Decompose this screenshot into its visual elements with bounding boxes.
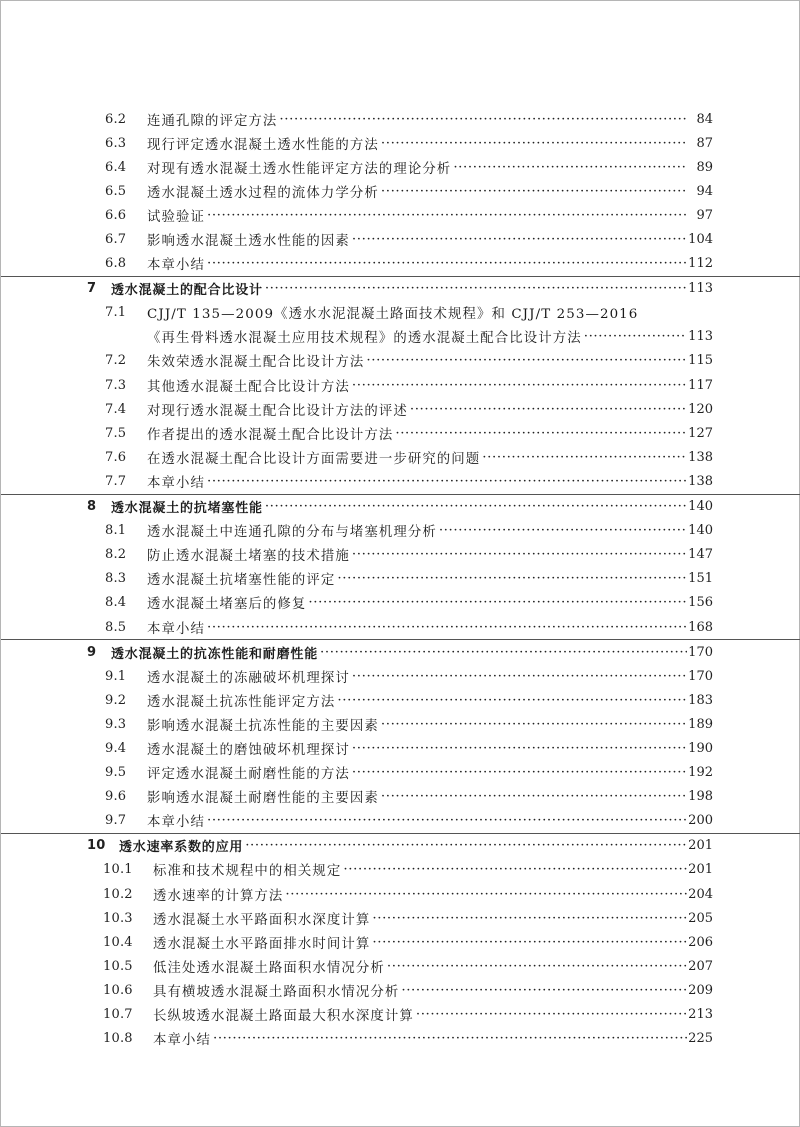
toc-entry-line — [147, 303, 713, 322]
toc-page-number: 120 — [688, 401, 713, 417]
toc-entry-line — [119, 836, 713, 855]
toc-entry-title: 透水混凝土堵塞后的修复 — [147, 597, 307, 613]
toc-dot-leader — [414, 1007, 687, 1022]
toc-entry-number: 8.4 — [105, 595, 127, 611]
toc-entry-line — [111, 497, 713, 516]
toc-page-number: 207 — [688, 958, 713, 974]
toc-entry-number: 7.2 — [105, 353, 127, 369]
toc-entry-line — [153, 909, 713, 928]
toc-entry-line — [153, 933, 713, 952]
toc-page-number: 97 — [696, 207, 713, 223]
toc-entry-number: 6.8 — [105, 256, 127, 272]
toc-entry-title: 影响透水混凝土透水性能的因素 — [147, 234, 350, 250]
toc-entry-title: 低洼处透水混凝土路面积水情况分析 — [153, 960, 385, 976]
toc-entry-title: 透水混凝土抗冻性能评定方法 — [147, 694, 336, 710]
toc-entry-line — [147, 230, 713, 249]
toc-entry-title: 在透水混凝土配合比设计方面需要进一步研究的问题 — [147, 451, 481, 467]
toc-entry-line — [147, 351, 713, 370]
toc-page-number: 225 — [688, 1031, 713, 1047]
toc-entry-line — [147, 667, 713, 686]
toc-entry-line — [153, 1005, 713, 1024]
toc-entry-line — [147, 110, 713, 129]
toc-entry-line — [153, 981, 713, 1000]
toc-page-number: 183 — [688, 692, 713, 708]
toc-entry-row[interactable] — [1, 736, 800, 760]
toc-page-number: 115 — [688, 353, 713, 369]
toc-entry-title: 影响透水混凝土耐磨性能的主要因素 — [147, 791, 379, 807]
toc-entry-number: 9.2 — [105, 692, 127, 708]
toc-entry-line — [147, 763, 713, 782]
toc-entry-number: 9.6 — [105, 789, 127, 805]
toc-page-number: 156 — [688, 595, 713, 611]
toc-entry-row[interactable] — [1, 252, 800, 276]
toc-page-number: 84 — [696, 111, 713, 127]
toc-entry-number: 6.3 — [105, 135, 127, 151]
toc-entry-title: 本章小结 — [147, 475, 205, 491]
toc-entry-line — [147, 545, 713, 564]
toc-entry-number: 9.1 — [105, 668, 127, 684]
toc-entry-title: 防止透水混凝土堵塞的技术措施 — [147, 549, 350, 565]
toc-page-number: 201 — [688, 838, 713, 854]
toc-entry-row[interactable] — [1, 567, 800, 591]
toc-dot-leader — [341, 862, 687, 877]
toc-entry-title: CJJ/T 135—2009《透水水泥混凝土路面技术规程》和 CJJ/T 253—2016 — [147, 307, 639, 323]
toc-entry-number: 9.4 — [105, 740, 127, 756]
toc-entry-line — [111, 643, 713, 662]
toc-entry-title: 透水混凝土水平路面积水深度计算 — [153, 912, 371, 928]
toc-dot-leader — [370, 911, 687, 926]
toc-page-number: 170 — [688, 644, 713, 660]
toc-page-number: 190 — [688, 740, 713, 756]
toc-entry-line — [147, 424, 713, 443]
toc-dot-leader — [393, 426, 687, 441]
toc-dot-leader — [318, 645, 687, 660]
toc-entry-line — [147, 448, 713, 467]
toc-entry-number: 8.3 — [105, 571, 127, 587]
toc-entry-line — [153, 860, 713, 879]
toc-entry-number: 10.3 — [103, 910, 133, 926]
toc-entry-title: 透水混凝土抗堵塞性能的评定 — [147, 573, 336, 589]
toc-entry-row[interactable] — [1, 397, 800, 421]
toc-entry-number: 7.7 — [105, 473, 127, 489]
toc-entry-row[interactable] — [1, 325, 800, 349]
toc-entry-number: 10.8 — [103, 1031, 133, 1047]
toc-dot-leader — [379, 789, 687, 804]
toc-entry-line — [147, 158, 713, 177]
toc-entry-row[interactable] — [1, 107, 800, 131]
toc-page-number: 138 — [688, 473, 713, 489]
toc-entry-title: 长纵坡透水混凝土路面最大积水深度计算 — [153, 1009, 414, 1025]
toc-entry-row[interactable] — [1, 155, 800, 179]
toc-entry-line — [147, 691, 713, 710]
toc-entry-title: 试验验证 — [147, 209, 205, 225]
toc-entry-line — [147, 521, 713, 540]
toc-entry-title: 连通孔隙的评定方法 — [147, 113, 278, 129]
toc-entry-number: 7.6 — [105, 449, 127, 465]
toc-entry-number: 7.5 — [105, 425, 127, 441]
toc-dot-leader — [263, 499, 687, 514]
toc-dot-leader — [350, 547, 687, 562]
toc-entry-line — [147, 472, 713, 491]
toc-entry-line — [147, 569, 713, 588]
toc-entry-line — [153, 957, 713, 976]
toc-entry-row[interactable] — [1, 519, 800, 543]
toc-dot-leader — [283, 887, 687, 902]
toc-entry-number: 6.4 — [105, 159, 127, 175]
toc-entry-row[interactable] — [1, 421, 800, 445]
toc-page-number: 168 — [688, 619, 713, 635]
toc-page-number: 198 — [688, 789, 713, 805]
toc-dot-leader — [451, 160, 687, 175]
toc-page-number: 87 — [696, 135, 713, 151]
table-of-contents — [1, 107, 800, 1051]
toc-entry-title: 评定透水混凝土耐磨性能的方法 — [147, 767, 350, 783]
toc-page-number: 209 — [688, 982, 713, 998]
toc-entry-title: 现行评定透水混凝土透水性能的方法 — [147, 137, 379, 153]
toc-entry-row[interactable] — [1, 954, 800, 978]
toc-dot-leader — [211, 1031, 687, 1046]
toc-entry-number: 6.7 — [105, 232, 127, 248]
toc-entry-row[interactable] — [1, 785, 800, 809]
toc-entry-row[interactable] — [1, 1002, 800, 1026]
toc-page-number: 205 — [688, 910, 713, 926]
toc-entry-row[interactable] — [1, 591, 800, 615]
toc-entry-title: 透水混凝土的磨蚀破坏机理探讨 — [147, 742, 350, 758]
toc-entry-number: 7.3 — [105, 377, 127, 393]
toc-page-number: 147 — [688, 547, 713, 563]
toc-page-number: 189 — [688, 716, 713, 732]
toc-entry-title: 透水混凝土的抗冻性能和耐磨性能 — [111, 646, 319, 662]
toc-dot-leader — [364, 353, 687, 368]
toc-entry-row[interactable] — [1, 978, 800, 1002]
toc-entry-row[interactable] — [1, 373, 800, 397]
toc-entry-title: 本章小结 — [147, 621, 205, 637]
toc-dot-leader — [263, 281, 687, 296]
toc-dot-leader — [205, 813, 687, 828]
toc-page-number: 200 — [688, 813, 713, 829]
toc-entry-title: 标准和技术规程中的相关规定 — [153, 864, 342, 880]
toc-entry-title: 影响透水混凝土抗冻性能的主要因素 — [147, 718, 379, 734]
toc-entry-row[interactable] — [1, 543, 800, 567]
toc-dot-leader — [399, 983, 687, 998]
toc-entry-line — [147, 715, 713, 734]
toc-chapter-row[interactable] — [1, 494, 800, 519]
toc-entry-line — [147, 206, 713, 225]
toc-entry-line — [111, 279, 713, 298]
toc-entry-number: 8.2 — [105, 547, 127, 563]
toc-entry-number: 10.7 — [103, 1007, 133, 1023]
toc-entry-title: 透水速率系数的应用 — [119, 840, 244, 856]
toc-dot-leader — [335, 693, 687, 708]
toc-entry-number: 7.4 — [105, 401, 127, 417]
toc-entry-row[interactable] — [1, 664, 800, 688]
toc-page-number: 112 — [688, 256, 713, 272]
toc-entry-line — [147, 787, 713, 806]
toc-entry-number: 8.5 — [105, 619, 127, 635]
toc-page-number: 104 — [688, 232, 713, 248]
toc-entry-title: 透水混凝土透水过程的流体力学分析 — [147, 185, 379, 201]
toc-entry-title: 具有横坡透水混凝土路面积水情况分析 — [153, 984, 400, 1000]
toc-dot-leader — [350, 669, 687, 684]
toc-entry-row[interactable] — [1, 469, 800, 493]
toc-entry-title: 本章小结 — [147, 815, 205, 831]
toc-dot-leader — [385, 959, 687, 974]
toc-entry-title: 透水混凝土水平路面排水时间计算 — [153, 936, 371, 952]
toc-entry-line — [147, 739, 713, 758]
toc-entry-number: 10.4 — [103, 934, 133, 950]
toc-page-number: 127 — [688, 425, 713, 441]
toc-entry-line — [147, 254, 713, 273]
toc-entry-number: 7 — [87, 281, 97, 297]
toc-entry-line — [147, 811, 713, 830]
toc-dot-leader — [335, 571, 687, 586]
toc-dot-leader — [243, 838, 687, 853]
toc-entry-number: 7.1 — [105, 305, 127, 321]
toc-page-number: 117 — [688, 377, 713, 393]
toc-dot-leader — [437, 523, 687, 538]
toc-entry-line — [147, 400, 713, 419]
toc-entry-row[interactable] — [1, 712, 800, 736]
toc-chapter-row[interactable] — [1, 833, 800, 858]
toc-entry-row[interactable] — [1, 301, 800, 325]
toc-page-number: 213 — [688, 1007, 713, 1023]
toc-entry-row[interactable] — [1, 858, 800, 882]
toc-entry-row[interactable] — [1, 227, 800, 251]
toc-entry-row[interactable] — [1, 445, 800, 469]
toc-entry-title: 透水速率的计算方法 — [153, 888, 284, 904]
toc-entry-number: 6.5 — [105, 183, 127, 199]
toc-entry-line — [153, 885, 713, 904]
toc-dot-leader — [350, 378, 687, 393]
toc-dot-leader — [379, 136, 687, 151]
toc-entry-line — [147, 327, 713, 346]
toc-chapter-row[interactable] — [1, 639, 800, 664]
toc-entry-row[interactable] — [1, 906, 800, 930]
toc-page-number: 170 — [688, 668, 713, 684]
toc-entry-title: 透水混凝土的抗堵塞性能 — [111, 501, 263, 517]
toc-entry-line — [147, 593, 713, 612]
toc-entry-row[interactable] — [1, 882, 800, 906]
toc-entry-number: 8.1 — [105, 523, 127, 539]
toc-dot-leader — [370, 935, 687, 950]
toc-entry-number: 6.2 — [105, 111, 127, 127]
toc-entry-title: 透水混凝土的配合比设计 — [111, 283, 263, 299]
toc-page-number: 151 — [688, 571, 713, 587]
toc-page-number: 140 — [688, 523, 713, 539]
toc-entry-title: 其他透水混凝土配合比设计方法 — [147, 379, 350, 395]
toc-dot-leader — [205, 620, 687, 635]
toc-entry-line — [147, 618, 713, 637]
toc-page-number: 206 — [688, 934, 713, 950]
toc-entry-title: 透水混凝土中连通孔隙的分布与堵塞机理分析 — [147, 525, 437, 541]
toc-entry-line — [147, 134, 713, 153]
toc-dot-leader — [582, 329, 687, 344]
toc-chapter-row[interactable] — [1, 276, 800, 301]
toc-entry-number: 9.3 — [105, 716, 127, 732]
toc-entry-row[interactable] — [1, 615, 800, 639]
toc-dot-leader — [205, 256, 687, 271]
toc-page-number: 94 — [696, 183, 713, 199]
toc-entry-row[interactable] — [1, 1027, 800, 1051]
toc-entry-title: 对现行透水混凝土配合比设计方法的评述 — [147, 403, 408, 419]
toc-entry-title: 《再生骨料透水混凝土应用技术规程》的透水混凝土配合比设计方法 — [147, 331, 582, 347]
toc-entry-line — [153, 1029, 713, 1048]
toc-entry-title: 透水混凝土的冻融破坏机理探讨 — [147, 670, 350, 686]
toc-entry-title: 作者提出的透水混凝土配合比设计方法 — [147, 427, 394, 443]
toc-page-number: 192 — [688, 765, 713, 781]
toc-page-number: 201 — [688, 862, 713, 878]
toc-dot-leader — [379, 184, 687, 199]
toc-page-number: 113 — [688, 329, 713, 345]
toc-entry-number: 6.6 — [105, 207, 127, 223]
toc-entry-row[interactable] — [1, 349, 800, 373]
toc-entry-row[interactable] — [1, 688, 800, 712]
toc-entry-title: 朱效荣透水混凝土配合比设计方法 — [147, 355, 365, 371]
toc-entry-row[interactable] — [1, 179, 800, 203]
toc-entry-row[interactable] — [1, 761, 800, 785]
toc-dot-leader — [205, 474, 687, 489]
toc-page-number: 138 — [688, 449, 713, 465]
toc-entry-number: 10.5 — [103, 958, 133, 974]
toc-dot-leader — [350, 741, 687, 756]
toc-entry-title: 对现有透水混凝土透水性能评定方法的理论分析 — [147, 161, 452, 177]
toc-entry-number: 10.6 — [103, 982, 133, 998]
toc-dot-leader — [277, 112, 687, 127]
toc-entry-number: 9.5 — [105, 765, 127, 781]
toc-entry-number: 9 — [87, 644, 97, 660]
toc-entry-title: 本章小结 — [153, 1033, 211, 1049]
toc-entry-number: 9.7 — [105, 813, 127, 829]
toc-dot-leader — [306, 595, 687, 610]
toc-entry-line — [147, 182, 713, 201]
toc-dot-leader — [350, 232, 687, 247]
toc-entry-number: 8 — [87, 499, 97, 515]
toc-dot-leader — [205, 208, 687, 223]
toc-entry-number: 10 — [87, 838, 106, 854]
toc-entry-title: 本章小结 — [147, 258, 205, 274]
toc-dot-leader — [379, 717, 687, 732]
toc-page-number: 140 — [688, 499, 713, 515]
toc-entry-row[interactable] — [1, 131, 800, 155]
toc-entry-line — [147, 376, 713, 395]
toc-entry-row[interactable] — [1, 930, 800, 954]
toc-entry-row[interactable] — [1, 809, 800, 833]
toc-dot-leader — [408, 402, 687, 417]
toc-page-number: 204 — [688, 886, 713, 902]
toc-dot-leader — [480, 450, 687, 465]
toc-entry-number: 10.2 — [103, 886, 133, 902]
toc-page-number: 89 — [696, 159, 713, 175]
toc-dot-leader — [350, 765, 687, 780]
toc-entry-row[interactable] — [1, 203, 800, 227]
toc-page-number: 113 — [688, 281, 713, 297]
toc-entry-number: 10.1 — [103, 862, 133, 878]
